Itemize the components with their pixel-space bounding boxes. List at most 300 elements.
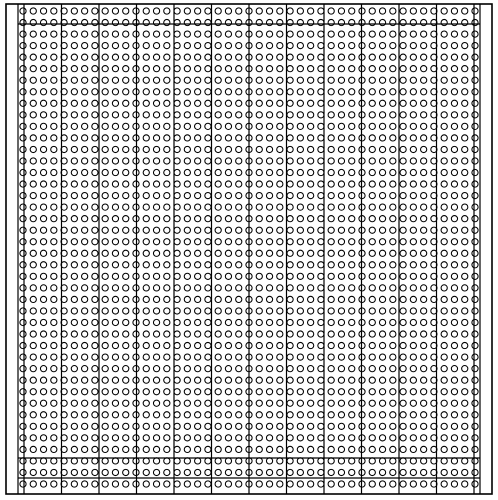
perforation-hole [462,89,468,95]
perforation-hole [20,412,26,418]
perforation-hole [205,469,211,475]
perforation-hole [174,366,180,372]
perforation-hole [236,377,242,383]
perforation-hole [369,319,375,325]
perforation-hole [20,112,26,118]
perforation-hole [184,469,190,475]
perforation-hole [338,377,344,383]
perforation-hole [318,19,324,25]
perforation-hole [82,54,88,60]
perforation-hole [287,250,293,256]
perforation-hole [338,412,344,418]
perforation-hole [174,89,180,95]
perforation-hole [215,458,221,464]
perforation-hole [51,354,57,360]
perforation-hole [349,366,355,372]
perforation-hole [287,204,293,210]
perforation-hole [143,8,149,14]
perforation-hole [462,158,468,164]
perforation-hole [410,342,416,348]
perforation-hole [441,319,447,325]
perforation-hole [225,342,231,348]
perforation-hole [287,469,293,475]
perforation-hole [184,204,190,210]
perforation-hole [328,331,334,337]
perforation-hole [297,331,303,337]
perforation-hole [30,181,36,187]
perforation-hole [318,469,324,475]
perforation-hole [318,239,324,245]
perforation-hole [390,66,396,72]
perforation-hole [215,169,221,175]
perforation-hole [174,54,180,60]
perforation-hole [82,77,88,83]
perforation-hole [451,458,457,464]
perforation-hole [462,216,468,222]
perforation-hole [277,423,283,429]
perforation-hole [379,308,385,314]
perforation-hole [308,8,314,14]
perforation-hole [390,239,396,245]
perforation-hole [287,377,293,383]
perforation-hole [277,204,283,210]
perforation-hole [195,77,201,83]
perforation-hole [123,158,129,164]
perforation-hole [297,100,303,106]
perforation-hole [20,216,26,222]
perforation-hole [472,308,478,314]
perforation-hole [318,123,324,129]
perforation-hole [195,66,201,72]
perforation-hole [112,273,118,279]
perforation-hole [30,146,36,152]
perforation-hole [40,77,46,83]
perforation-hole [421,423,427,429]
perforation-hole [71,389,77,395]
perforation-hole [102,192,108,198]
perforation-hole [195,123,201,129]
perforation-hole [82,123,88,129]
perforation-hole [30,389,36,395]
perforation-hole [390,43,396,49]
perforation-hole [277,8,283,14]
perforation-hole [225,435,231,441]
perforation-hole [102,354,108,360]
perforation-hole [82,377,88,383]
perforation-hole [51,77,57,83]
perforation-hole [123,296,129,302]
perforation-hole [338,204,344,210]
perforation-hole [112,192,118,198]
perforation-hole [462,354,468,360]
perforation-hole [225,331,231,337]
perforation-hole [410,262,416,268]
perforation-hole [215,331,221,337]
perforation-hole [287,100,293,106]
perforation-hole [441,54,447,60]
perforation-hole [225,8,231,14]
perforation-hole [472,354,478,360]
perforation-hole [164,435,170,441]
perforation-hole [369,181,375,187]
perforation-hole [287,354,293,360]
perforation-hole [369,204,375,210]
perforation-hole [205,354,211,360]
perforation-hole [30,400,36,406]
perforation-hole [421,354,427,360]
perforation-hole [297,308,303,314]
perforation-hole [451,135,457,141]
perforation-hole [143,181,149,187]
perforation-hole [51,158,57,164]
perforation-hole [123,400,129,406]
perforation-hole [164,481,170,487]
perforation-hole [410,239,416,245]
perforation-hole [410,400,416,406]
perforation-hole [338,262,344,268]
perforation-hole [30,66,36,72]
perforation-hole [266,89,272,95]
perforation-hole [153,216,159,222]
perforation-hole [308,19,314,25]
perforation-hole [462,331,468,337]
perforation-hole [195,400,201,406]
perforation-hole [40,158,46,164]
perforation-hole [112,469,118,475]
perforation-hole [51,54,57,60]
perforation-hole [205,308,211,314]
perforation-hole [92,481,98,487]
perforation-hole [441,192,447,198]
perforation-hole [441,458,447,464]
perforation-hole [287,146,293,152]
perforation-hole [82,273,88,279]
perforation-hole [256,458,262,464]
perforation-hole [225,481,231,487]
perforation-hole [225,54,231,60]
perforation-hole [410,412,416,418]
perforation-hole [92,342,98,348]
perforation-hole [215,31,221,37]
perforation-hole [205,389,211,395]
perforation-hole [153,100,159,106]
perforation-hole [153,458,159,464]
perforation-hole [92,112,98,118]
perforation-hole [379,43,385,49]
perforation-hole [205,181,211,187]
perforation-hole [349,354,355,360]
perforation-hole [71,377,77,383]
perforation-hole [462,192,468,198]
perforation-hole [143,354,149,360]
perforation-hole [318,481,324,487]
perforation-hole [379,239,385,245]
perforation-hole [40,366,46,372]
perforation-hole [349,308,355,314]
perforation-hole [236,481,242,487]
perforation-hole [410,204,416,210]
perforation-hole [410,31,416,37]
perforation-hole [164,273,170,279]
perforation-hole [266,112,272,118]
perforation-hole [472,216,478,222]
perforation-hole [82,469,88,475]
perforation-hole [71,89,77,95]
perforation-hole [112,77,118,83]
perforation-hole [40,481,46,487]
perforation-hole [266,366,272,372]
perforation-hole [153,435,159,441]
perforation-hole [400,181,406,187]
perforation-hole [349,377,355,383]
perforation-hole [225,285,231,291]
perforation-hole [400,112,406,118]
perforation-hole [112,89,118,95]
perforation-hole [71,481,77,487]
perforation-hole [40,216,46,222]
perforation-hole [82,250,88,256]
perforation-hole [472,204,478,210]
perforation-hole [51,100,57,106]
perforation-hole [421,146,427,152]
perforation-hole [421,43,427,49]
perforation-hole [318,331,324,337]
perforation-hole [123,446,129,452]
perforation-hole [82,342,88,348]
perforation-hole [82,135,88,141]
perforation-hole [236,435,242,441]
perforation-hole [390,319,396,325]
perforation-hole [421,262,427,268]
perforation-hole [256,400,262,406]
perforation-hole [153,181,159,187]
perforation-hole [184,216,190,222]
perforation-hole [92,8,98,14]
perforation-hole [143,89,149,95]
perforation-hole [236,423,242,429]
perforation-hole [277,54,283,60]
perforation-hole [174,239,180,245]
perforation-hole [328,66,334,72]
perforation-hole [92,31,98,37]
perforation-hole [349,296,355,302]
perforation-hole [328,262,334,268]
perforation-hole [400,435,406,441]
perforation-hole [328,146,334,152]
perforation-hole [297,227,303,233]
perforation-hole [451,481,457,487]
perforation-hole [472,400,478,406]
perforation-hole [51,400,57,406]
perforation-hole [266,273,272,279]
perforation-hole [20,331,26,337]
perforation-hole [369,446,375,452]
perforation-hole [441,262,447,268]
perforation-hole [390,262,396,268]
perforation-hole [112,169,118,175]
perforation-hole [112,319,118,325]
perforation-hole [236,192,242,198]
perforation-hole [153,319,159,325]
perforation-hole [287,19,293,25]
perforation-hole [451,66,457,72]
perforation-hole [102,400,108,406]
perforation-hole [379,204,385,210]
perforation-hole [123,204,129,210]
perforation-hole [174,169,180,175]
perforation-hole [215,377,221,383]
perforation-hole [297,169,303,175]
perforation-hole [174,285,180,291]
perforation-hole [369,331,375,337]
perforation-hole [441,423,447,429]
perforation-hole [472,435,478,441]
perforation-hole [441,8,447,14]
perforation-hole [472,8,478,14]
perforation-hole [349,239,355,245]
perforation-hole [102,77,108,83]
perforation-hole [308,412,314,418]
perforation-hole [266,8,272,14]
perforation-hole [236,227,242,233]
perforation-hole [102,31,108,37]
perforation-hole [441,112,447,118]
perforation-hole [51,481,57,487]
perforation-hole [30,435,36,441]
perforation-hole [277,66,283,72]
perforation-hole [349,89,355,95]
perforation-hole [266,227,272,233]
perforation-hole [82,169,88,175]
perforation-hole [308,135,314,141]
perforation-hole [277,262,283,268]
perforation-hole [472,227,478,233]
perforation-hole [308,331,314,337]
perforation-hole [369,366,375,372]
perforation-hole [277,412,283,418]
perforation-hole [369,423,375,429]
perforation-hole [164,43,170,49]
perforation-hole [82,204,88,210]
perforation-hole [236,366,242,372]
perforation-hole [308,158,314,164]
perforation-hole [225,423,231,429]
perforation-hole [308,308,314,314]
perforation-hole [236,354,242,360]
perforation-hole [225,43,231,49]
perforation-hole [451,331,457,337]
perforation-hole [256,31,262,37]
perforation-hole [143,112,149,118]
perforation-hole [462,446,468,452]
perforation-hole [266,100,272,106]
perforation-hole [297,8,303,14]
perforation-hole [71,227,77,233]
perforation-hole [205,19,211,25]
perforation-hole [51,273,57,279]
perforation-hole [472,458,478,464]
perforation-hole [297,31,303,37]
perforation-hole [256,19,262,25]
perforation-hole [338,435,344,441]
perforation-hole [20,400,26,406]
perforation-hole [215,204,221,210]
perforation-hole [318,423,324,429]
perforation-hole [421,123,427,129]
perforation-hole [123,469,129,475]
perforation-hole [451,181,457,187]
perforation-hole [462,423,468,429]
perforation-hole [153,158,159,164]
perforation-hole [225,469,231,475]
perforation-hole [349,435,355,441]
perforation-hole [30,158,36,164]
perforation-hole [297,366,303,372]
perforation-hole [236,204,242,210]
perforation-hole [123,43,129,49]
perforation-hole [92,296,98,302]
perforation-hole [82,66,88,72]
perforation-hole [164,469,170,475]
perforation-hole [82,100,88,106]
perforation-hole [195,112,201,118]
perforation-hole [277,435,283,441]
perforation-hole [287,169,293,175]
perforation-hole [379,135,385,141]
perforation-hole [143,273,149,279]
perforation-hole [421,389,427,395]
perforation-hole [297,158,303,164]
perforation-hole [164,192,170,198]
perforation-hole [174,446,180,452]
perforation-hole [472,389,478,395]
perforation-hole [82,400,88,406]
perforation-hole [410,469,416,475]
perforation-hole [338,100,344,106]
perforation-hole [338,8,344,14]
perforation-hole [400,239,406,245]
perforation-hole [20,77,26,83]
perforation-hole [266,435,272,441]
perforation-hole [349,389,355,395]
perforation-hole [82,216,88,222]
perforation-hole [328,446,334,452]
perforation-hole [308,446,314,452]
perforation-hole [164,262,170,268]
perforation-hole [472,366,478,372]
perforation-hole [195,377,201,383]
perforation-hole [102,389,108,395]
perforation-hole [349,19,355,25]
perforation-hole [318,204,324,210]
perforation-hole [400,227,406,233]
perforation-hole [71,112,77,118]
perforation-hole [102,135,108,141]
perforation-hole [328,204,334,210]
perforation-hole [390,446,396,452]
perforation-hole [236,89,242,95]
perforation-hole [195,412,201,418]
perforation-hole [338,342,344,348]
perforation-hole [369,308,375,314]
perforation-hole [215,216,221,222]
perforation-hole [82,296,88,302]
perforation-hole [308,469,314,475]
perforation-hole [123,239,129,245]
perforation-hole [421,158,427,164]
perforation-hole [318,377,324,383]
perforation-hole [338,458,344,464]
